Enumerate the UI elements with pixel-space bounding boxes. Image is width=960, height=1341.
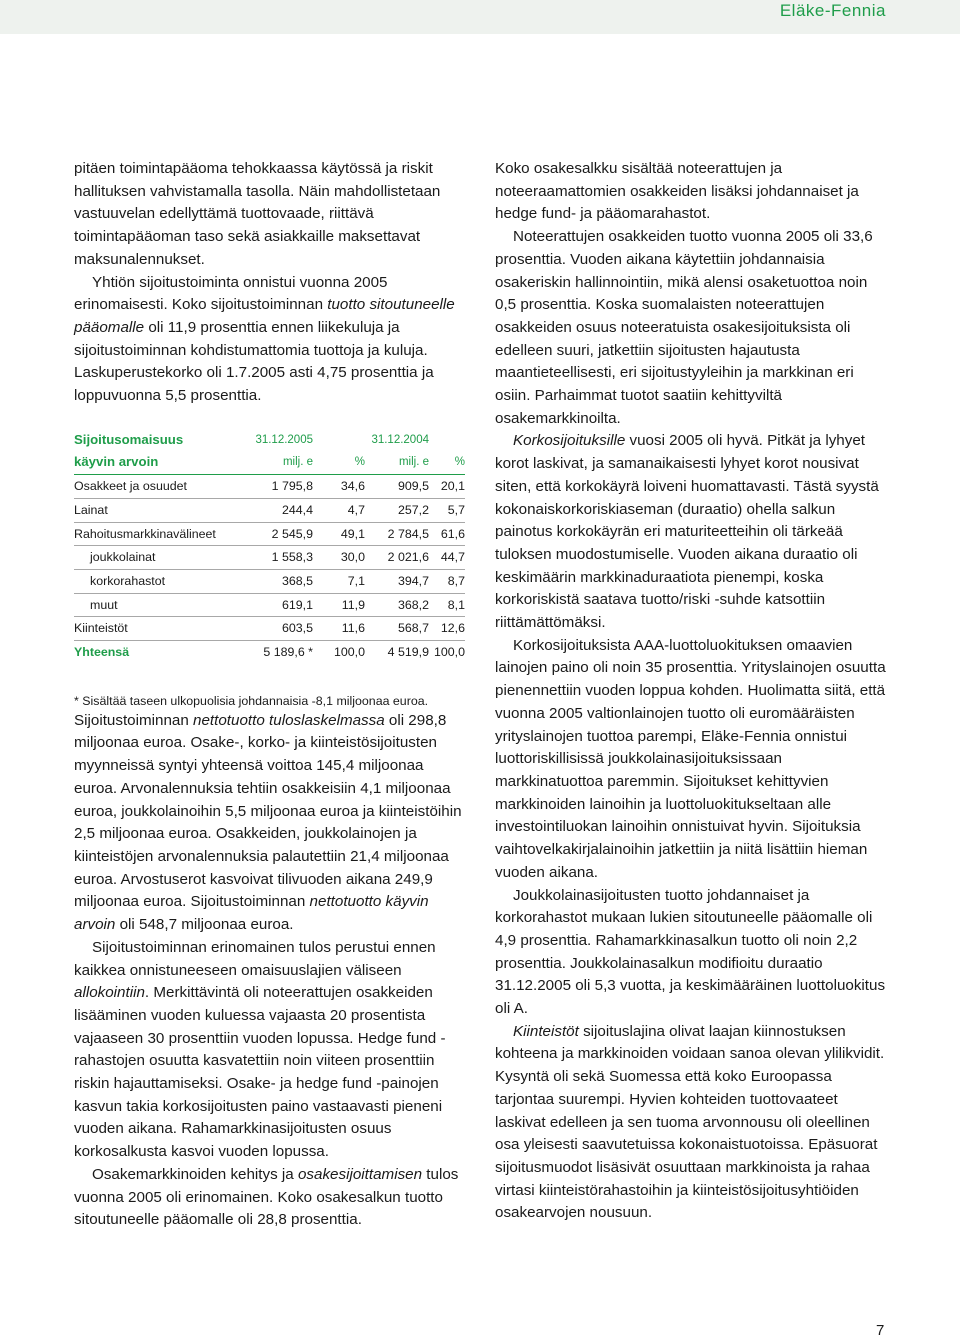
pct-2004: %: [429, 451, 465, 474]
table-subtitle: käyvin arvoin: [74, 451, 237, 474]
table-row: [74, 546, 465, 570]
unit-2004: milj. e: [365, 451, 429, 474]
row-label: Lainat: [74, 498, 237, 522]
text-run: . Merkittävintä oli noteerattujen osakkeiden lisääminen vuoden kuluessa vajaasta 20 prosentista vajaaseen 30 prosenttiin vuoden lopussa. Hedge fund -rahastojen osuutta kasvatettiin noin viiteen prosenttiin riskin hajauttamiseksi. Osake- ja hedge fund -painojen kasvun takia korkosijoitusten paino vastaavasti pieneni vuoden aikana. Rahamarkkinasijoitusten osuus korkosalkusta kasvoi vuoden lopussa.: [74, 984, 446, 1161]
left-paragraph-3: [74, 710, 468, 937]
pct-2005: 34,6: [313, 475, 365, 499]
investment-table: [74, 429, 465, 664]
pct-2004: 61,6: [429, 522, 465, 546]
right-column: [495, 158, 889, 1225]
text-run: sijoituslajina olivat laajan kiinnostuksen kohteena ja markkinoiden voidaan sanoa olevan ylilikvidit. Kysyntä oli sekä Suomessa että koko Euroopassa tarjontaa suurempi. Hyvien kohteiden tuottovaateet laskivat edelleen ja sen tuoma arvonnousu oli oleellinen osa yleisesti saavutetuissa kokonaistuotoissa. Epäsuorat sijoitusmuodot lisäsivät osuuttaan markkinoista ja rahaa virtasi kiinteistörahastoihin ja kiinteistösijoitusyhtiöiden osakearvojen nousuun.: [495, 1022, 885, 1222]
pct-2004: 8,1: [429, 593, 465, 617]
pct-2005: 4,7: [313, 498, 365, 522]
right-paragraph-3: [495, 430, 889, 634]
total-2004: 4 519,9: [387, 645, 429, 660]
text-run: tulos vuonna 2005 oli erinomainen. Koko osakesalkun tuotto sitoutuneelle pääomalle oli 28,8 prosenttia.: [74, 1165, 459, 1229]
text-run: Sijoitustoiminnan: [74, 711, 194, 729]
value-2004: 257,2: [365, 498, 429, 522]
emphasis: osakesijoittamisen: [297, 1165, 423, 1183]
table-row: [74, 617, 465, 641]
row-label: Rahoitusmarkkinavälineet: [74, 522, 237, 546]
table-row: [74, 569, 465, 593]
pct-2005: %: [313, 451, 365, 474]
pct-2005: 7,1: [313, 569, 365, 593]
right-paragraph-2: Noteerattujen osakkeiden tuotto vuonna 2005 oli 33,6 prosenttia. Vuoden aikana käytettiin johdannaisia osakeriskin hallinnointiin, mikä alensi osaketuottoa noin 0,5 prosenttia. Koska suomalaisten noteerattujen osakkeiden osuus noteeratuista osakesijoituksista oli edelleen suuri, jatkettiin sijoitusten hajautusta maantieteellisesti, eri sijoitustyyleihin ja markkinan eri osiin. Parhaimmat tuotot saatiin kehittyviltä osakemarkkinoilta.: [495, 228, 873, 427]
unit-2005: milj. e: [237, 451, 313, 474]
value-2005: 1 558,3: [237, 546, 313, 570]
header-bar: [0, 0, 960, 34]
text-run: oli 298,8 miljoonaa euroa. Osake-, korko- ja kiinteistösijoitusten myynneissä syntyi yhteensä voittoa 145,4 miljoonaa euroa. Arvonalennuksia tehtiin osakkeisiin 4,1 miljoonaa euroa, joukkolainoihin 5,5 miljoonaa euroa ja kiinteistöihin 2,5 miljoonaa euroa. Osakkeiden, joukkolainojen ja kiinteistöjen arvonalennuksia palautettiin 21,4 miljoonaa euroa. Arvostuserot kasvoivat tilivuoden aikana 249,9 miljoonaa euroa. Sijoitustoiminnan: [74, 711, 462, 911]
value-2005: 1 795,8: [237, 475, 313, 499]
row-label: Kiinteistöt: [74, 617, 237, 641]
left-column: [74, 158, 468, 1232]
pct-2004: 8,7: [429, 569, 465, 593]
pct-2004: 44,7: [429, 546, 465, 570]
date-2005: 31.12.2005: [255, 433, 313, 446]
left-paragraph-4: [74, 937, 468, 1164]
text-run: Yhtiön sijoitustoiminta onnistui vuonna 2005 erinomaisesti. Koko sijoitustoiminnan: [74, 273, 388, 314]
table-row: [74, 593, 465, 617]
value-2004: 2 784,5: [365, 522, 429, 546]
emphasis: Korkosijoituksille: [513, 432, 626, 450]
brand-name: Eläke-Fennia: [779, 1, 886, 20]
value-2004: 909,5: [365, 475, 429, 499]
row-label: joukkolainat: [74, 546, 237, 570]
table-header-row-2: [74, 451, 465, 474]
value-2005: 368,5: [237, 569, 313, 593]
table-row: [74, 498, 465, 522]
table-footnote: * Sisältää taseen ulkopuolisia johdannaisia -8,1 miljoonaa euroa.: [74, 693, 429, 708]
text-run: Osakemarkkinoiden kehitys ja: [92, 1165, 298, 1183]
value-2004: 368,2: [365, 593, 429, 617]
left-paragraph-2: [74, 272, 468, 408]
pct-2004: 20,1: [429, 475, 465, 499]
emphasis: tuotto sitoutuneelle pääomalle: [74, 296, 455, 336]
pct-2005: 49,1: [313, 522, 365, 546]
pct-2004: 5,7: [429, 498, 465, 522]
pct-2005: 11,9: [313, 593, 365, 617]
date-2004: 31.12.2004: [371, 433, 429, 446]
page-number: 7: [876, 1322, 885, 1339]
table-title: Sijoitusomaisuus: [74, 431, 184, 447]
right-paragraph-1: Koko osakesalkku sisältää noteerattujen ja noteeraamattomien osakkeiden lisäksi johdannaiset ja hedge fund- ja pääomarahastot.: [495, 160, 859, 223]
text-run: Sijoitustoiminnan erinomainen tulos perustui ennen kaikkea onnistuneeseen omaisuuslajien väliseen: [74, 938, 436, 979]
pct-2004: 12,6: [429, 617, 465, 641]
right-paragraph-4: Korkosijoituksista AAA-luottoluokituksen omaavien lainojen paino oli noin 35 prosenttia. Yrityslainojen osuutta pienennettiin vuoden loppua kohden. Huolimatta siitä, että vuonna 2005 valtionlainojen tuotto oli euromääräisten yrityslainojen tuottoa parempi, Eläke-Fennia onnistui luottoriskillisissä joukkolainasijoituksissaan markkinatuottoa paremmin. Sijoitukset kehittyvien markkinoiden lainoihin ja luottoluokitukseltaan alle investointiluokan lainoihin onnistuivat hyvin. Sijoituksia vaihtovelkakirjalainoihin jatkettiin ja niitä lisättiin hieman vuoden aikana.: [495, 636, 886, 881]
table-header-row-1: [74, 429, 465, 452]
emphasis: nettotuotto käyvin arvoin: [74, 893, 429, 934]
emphasis: allokointiin: [74, 984, 145, 1002]
value-2004: 568,7: [365, 617, 429, 641]
right-paragraph-5: Joukkolainasijoitusten tuotto johdannaiset ja korkorahastot mukaan lukien sitoutuneelle pääomalle oli 4,9 prosenttia. Rahamarkkinasalkun tuotto oli noin 2,2 prosenttia. Joukkolainasalkun modifioitu duraatio 31.12.2005 oli 5,3 vuotta, ja keskimääräinen luottoluokitus oli A.: [495, 886, 886, 1018]
right-paragraph-6: [495, 1021, 889, 1225]
pct-2005: 11,6: [313, 617, 365, 641]
pct-2005: 30,0: [313, 546, 365, 570]
table-row: [74, 522, 465, 546]
total-label: Yhteensä: [74, 645, 130, 660]
value-2005: 603,5: [237, 617, 313, 641]
value-2005: 619,1: [237, 593, 313, 617]
table-total-row: [74, 641, 465, 664]
left-paragraph-1: pitäen toimintapääoma tehokkaassa käytössä ja riskit hallituksen vahvistamalla tasolla. Näin mahdollistetaan vastuuvelan edellyttämä tuottovaade, riittävä toimintapääoman taso sekä asiakkaille maksettavat maksunalennukset.: [74, 160, 441, 268]
text-run: oli 548,7 miljoonaa euroa.: [115, 916, 294, 934]
value-2005: 244,4: [237, 498, 313, 522]
total-pct-2004: 100,0: [433, 645, 465, 660]
total-pct-2005: 100,0: [333, 645, 365, 660]
emphasis: Kiinteistöt: [513, 1022, 579, 1040]
text-run: oli 11,9 prosenttia ennen liikekuluja ja sijoitustoiminnan kohdistumattomia tuottoja ja kuluja. Laskuperustekorko oli 1.7.2005 asti 4,75 prosenttia ja loppuvuonna 5,5 prosenttia.: [74, 318, 434, 405]
value-2005: 2 545,9: [237, 522, 313, 546]
table-row: [74, 475, 465, 499]
value-2004: 394,7: [365, 569, 429, 593]
text-run: vuosi 2005 oli hyvä. Pitkät ja lyhyet korot laskivat, ja samanaikaisesti lyhyet korot nousivat siten, että korkokäyrä loiveni huomattavasti. Tästä syystä kokonaiskorkoriskiaseman (duraatio) ohella salkun painotus korkokäyrän eri maturiteetteihin oli tärkeää tuloksen muodostumiselle. Vuoden aikana duraatio oli keskimäärin markkinaduraatiota pienempi, koska korkoriskistä saatava tuotto/riski -suhde katsottiin riittämättömäksi.: [495, 432, 879, 632]
total-2005: 5 189,6 *: [263, 645, 313, 660]
value-2004: 2 021,6: [365, 546, 429, 570]
row-label: muut: [74, 593, 237, 617]
left-paragraph-5: [74, 1164, 468, 1232]
emphasis: nettotuotto tuloslaskelmassa: [193, 711, 385, 729]
row-label: Osakkeet ja osuudet: [74, 475, 237, 499]
row-label: korkorahastot: [74, 569, 237, 593]
